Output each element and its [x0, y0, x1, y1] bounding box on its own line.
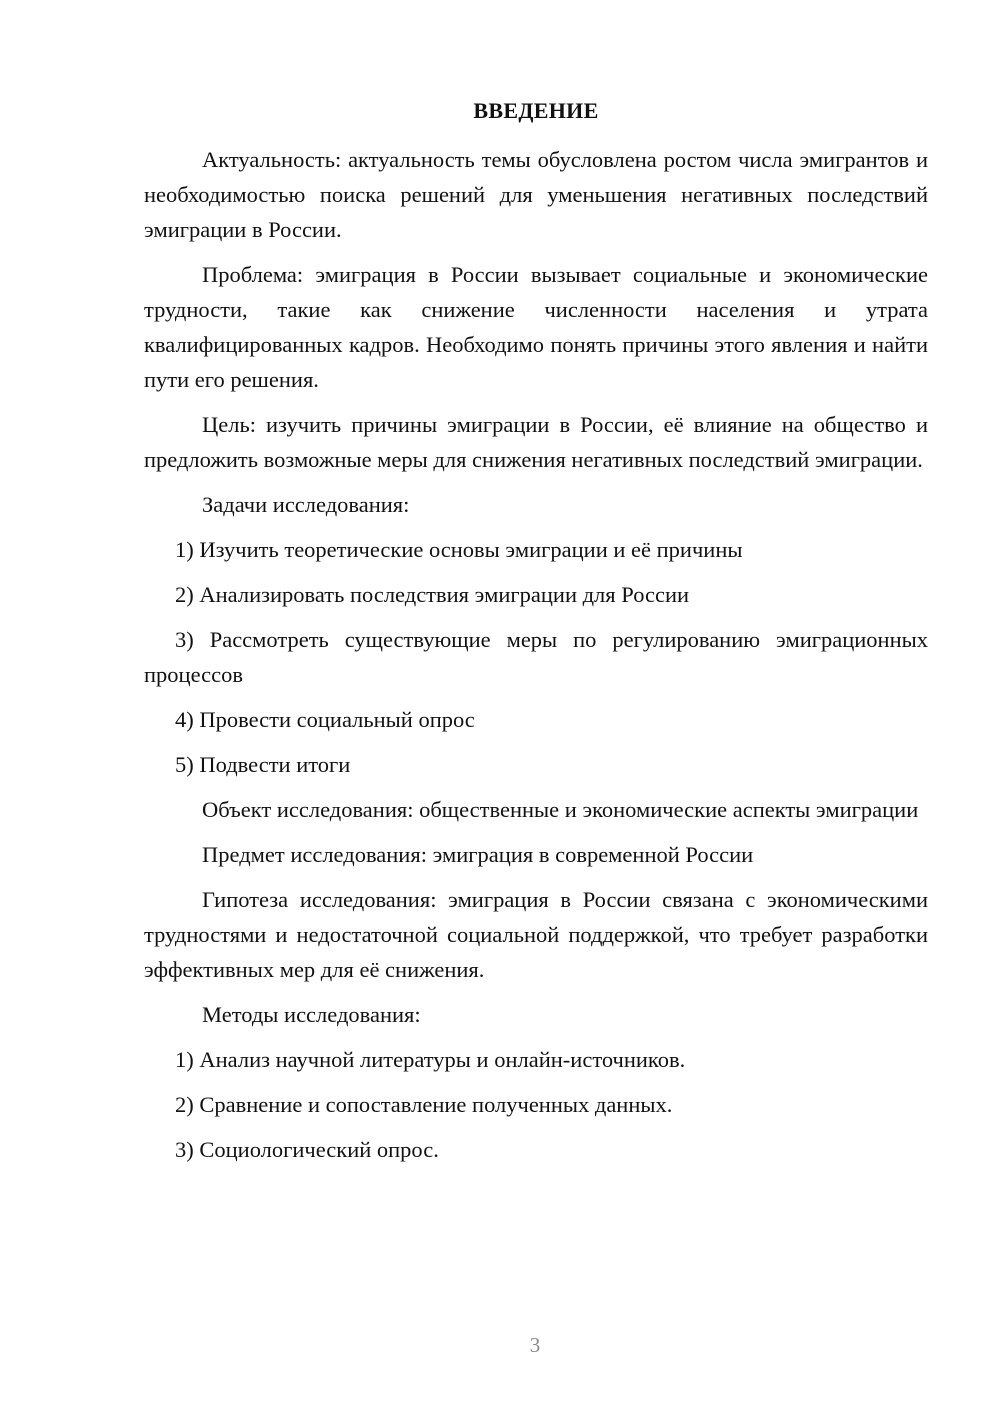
goal-paragraph: Цель: изучить причины эмиграции в России, её влияние на общество и предложить возможные меры для снижения негативных последствий эмиграции.	[144, 412, 928, 472]
task-item: 4) Провести социальный опрос	[175, 707, 475, 732]
task-item: 3) Рассмотреть существующие меры по регулированию эмиграционных процессов	[144, 627, 928, 687]
problem-paragraph: Проблема: эмиграция в России вызывает социальные и экономические трудности, такие как снижение численности населения и утрата квалифицированных кадров. Необходимо понять причины этого явления и найти пути его решения.	[144, 262, 928, 392]
page-number: 3	[529, 1333, 541, 1357]
tasks-label: Задачи исследования:	[202, 492, 410, 517]
method-item: 3) Социологический опрос.	[175, 1137, 439, 1162]
hypothesis-paragraph: Гипотеза исследования: эмиграция в России связана с экономическими трудностями и недостаточной социальной поддержкой, что требует разработки эффективных мер для её снижения.	[144, 887, 928, 982]
page-content	[144, 93, 928, 1177]
section-heading: ВВЕДЕНИЕ	[473, 98, 599, 123]
method-item: 1) Анализ научной литературы и онлайн-источников.	[175, 1047, 686, 1072]
subject-paragraph: Предмет исследования: эмиграция в современной России	[202, 842, 754, 867]
task-item: 5) Подвести итоги	[175, 752, 351, 777]
task-item: 2) Анализировать последствия эмиграции для России	[175, 582, 690, 607]
relevance-paragraph: Актуальность: актуальность темы обусловлена ростом числа эмигрантов и необходимостью поиска решений для уменьшения негативных последствий эмиграции в России.	[144, 147, 928, 242]
methods-label: Методы исследования:	[202, 1002, 421, 1027]
object-paragraph: Объект исследования: общественные и экономические аспекты эмиграции	[202, 797, 919, 822]
task-item: 1) Изучить теоретические основы эмиграции и её причины	[175, 537, 743, 562]
method-item: 2) Сравнение и сопоставление полученных данных.	[175, 1092, 673, 1117]
